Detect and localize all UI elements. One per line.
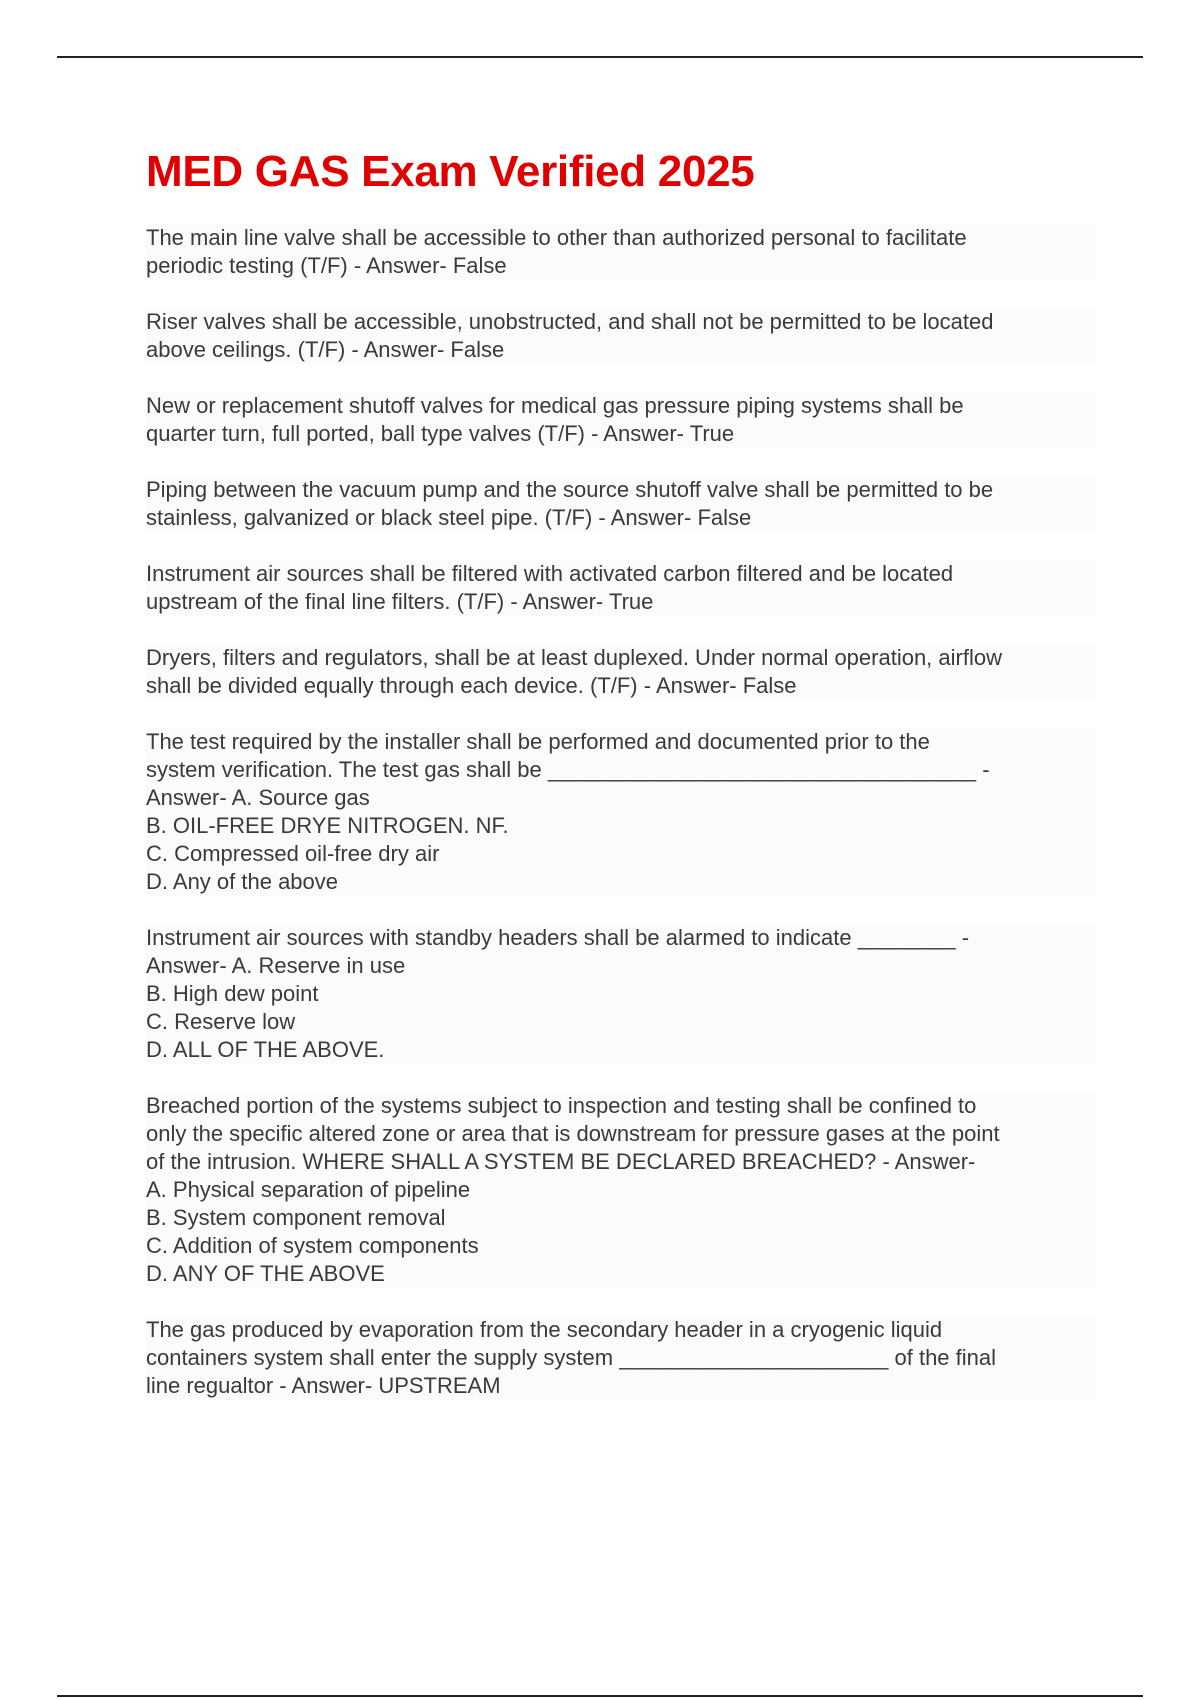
- question-item: [146, 644, 1096, 700]
- question-text-line: Answer- A. Reserve in use: [146, 953, 406, 978]
- question-text-line: C. Addition of system components: [146, 1233, 479, 1258]
- question-text-line: B. System component removal: [146, 1205, 446, 1230]
- question-text-line: D. ANY OF THE ABOVE: [146, 1261, 385, 1286]
- question-text-line: only the specific altered zone or area that is downstream for pressure gases at the point: [146, 1121, 1000, 1146]
- question-text-line: D. Any of the above: [146, 869, 339, 894]
- question-item: [146, 728, 1096, 896]
- question-list: [146, 224, 1096, 1400]
- question-text-line: The gas produced by evaporation from the secondary header in a cryogenic liquid: [146, 1317, 943, 1342]
- document-title: MED GAS Exam Verified 2025: [146, 147, 755, 196]
- question-text-line: D. ALL OF THE ABOVE.: [146, 1037, 385, 1062]
- question-text-line: Instrument air sources with standby headers shall be alarmed to indicate ________ -: [146, 925, 970, 950]
- question-item: [146, 476, 1096, 532]
- document-body: [146, 142, 1096, 1428]
- question-text-line: Answer- A. Source gas: [146, 785, 370, 810]
- question-text-line: The test required by the installer shall be performed and documented prior to the: [146, 729, 930, 754]
- question-text-line: quarter turn, full ported, ball type valves (T/F) - Answer- True: [146, 421, 735, 446]
- question-item: [146, 392, 1096, 448]
- question-text-line: C. Compressed oil-free dry air: [146, 841, 440, 866]
- question-text-line: Piping between the vacuum pump and the source shutoff valve shall be permitted to be: [146, 477, 994, 502]
- question-text-line: upstream of the final line filters. (T/F) - Answer- True: [146, 589, 654, 614]
- header-rule: [57, 56, 1143, 58]
- footer-rule: [57, 1695, 1143, 1697]
- question-text-line: B. High dew point: [146, 981, 319, 1006]
- question-text-line: The main line valve shall be accessible to other than authorized personal to facilitate: [146, 225, 967, 250]
- question-text-line: C. Reserve low: [146, 1009, 296, 1034]
- question-text-line: system verification. The test gas shall be ___________________________________ -: [146, 757, 990, 782]
- question-item: [146, 560, 1096, 616]
- question-text-line: B. OIL-FREE DRYE NITROGEN. NF.: [146, 813, 509, 838]
- question-text-line: above ceilings. (T/F) - Answer- False: [146, 337, 505, 362]
- question-item: [146, 308, 1096, 364]
- question-text-line: Riser valves shall be accessible, unobstructed, and shall not be permitted to be located: [146, 309, 994, 334]
- question-text-line: New or replacement shutoff valves for medical gas pressure piping systems shall be: [146, 393, 964, 418]
- question-text-line: containers system shall enter the supply system ______________________ of the final: [146, 1345, 997, 1370]
- question-text-line: stainless, galvanized or black steel pipe. (T/F) - Answer- False: [146, 505, 752, 530]
- question-text-line: shall be divided equally through each device. (T/F) - Answer- False: [146, 673, 797, 698]
- question-text-line: of the intrusion. WHERE SHALL A SYSTEM BE DECLARED BREACHED? - Answer-: [146, 1149, 976, 1174]
- question-item: [146, 1092, 1096, 1288]
- question-item: [146, 924, 1096, 1064]
- question-text-line: Instrument air sources shall be filtered with activated carbon filtered and be located: [146, 561, 954, 586]
- question-text-line: A. Physical separation of pipeline: [146, 1177, 471, 1202]
- question-item: [146, 1316, 1096, 1400]
- question-text-line: line regualtor - Answer- UPSTREAM: [146, 1373, 501, 1398]
- question-text-line: Dryers, filters and regulators, shall be at least duplexed. Under normal operation, airflow: [146, 645, 1002, 670]
- question-text-line: periodic testing (T/F) - Answer- False: [146, 253, 507, 278]
- question-text-line: Breached portion of the systems subject to inspection and testing shall be confined to: [146, 1093, 977, 1118]
- question-item: [146, 224, 1096, 280]
